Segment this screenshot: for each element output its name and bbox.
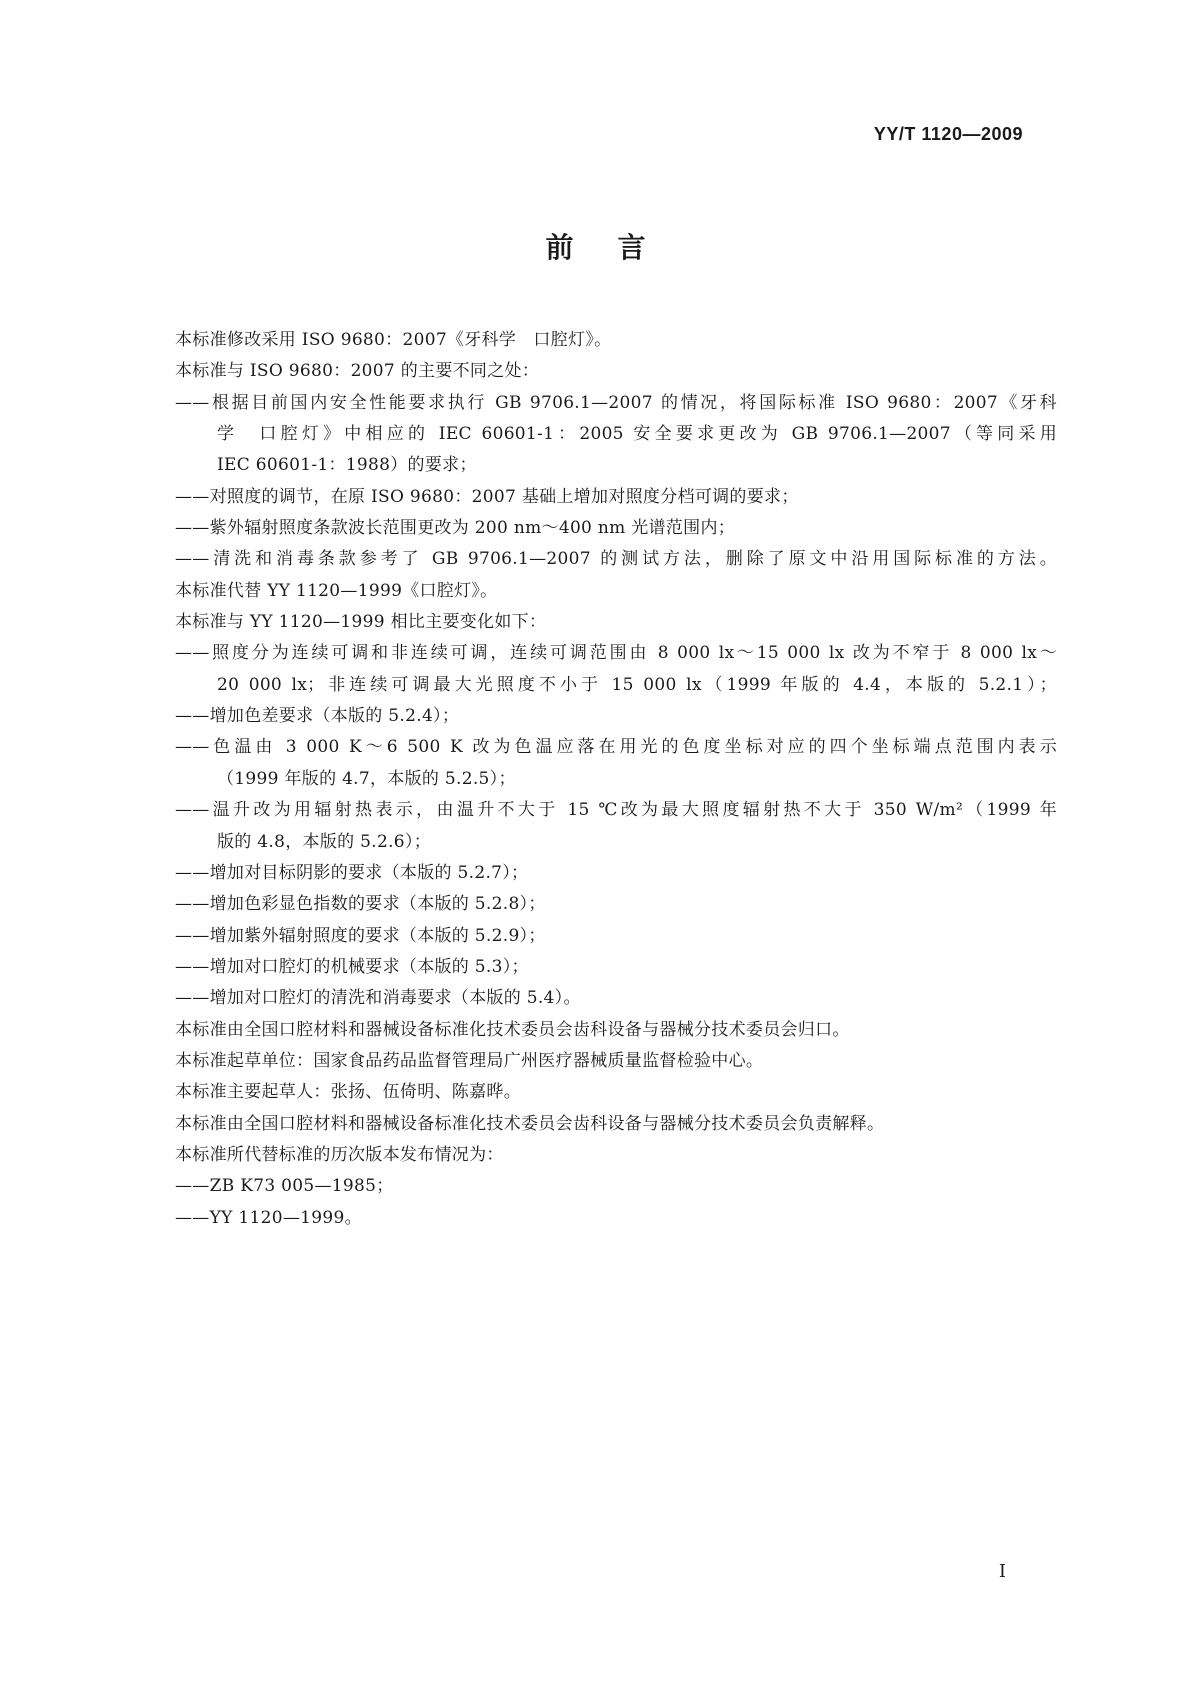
text-line: ——增加紫外辐射照度的要求（本版的 5.2.9）； [175,925,546,946]
text-line: 本标准主要起草人：张扬、伍倚明、陈嘉晔。 [175,1082,521,1103]
text-line: ——增加对口腔灯的清洗和消毒要求（本版的 5.4）。 [175,988,581,1009]
text-line: ——ZB K73 005—1985； [175,1176,394,1197]
foreword-body [175,325,1057,1234]
text-line: 本标准与 ISO 9680：2007 的主要不同之处： [175,361,540,382]
text-line: ——清洗和消毒条款参考了 GB 9706.1—2007 的测试方法，删除了原文中沿用国际标准的方法。 [175,549,1057,570]
text-line: 本标准修改采用 ISO 9680：2007《牙科学 口腔灯》。 [175,330,612,350]
standard-code: YY/T 1120—2009 [873,124,1023,144]
text-line: IEC 60601-1：1988）的要求； [217,455,477,476]
text-line: 本标准与 YY 1120—1999 相比主要变化如下： [175,612,547,633]
text-line: ——照度分为连续可调和非连续可调，连续可调范围由 8 000 lx～15 000 lx 改为不窄于 8 000 lx～ [175,643,1057,664]
text-line: ——增加对口腔灯的机械要求（本版的 5.3）； [175,956,529,977]
text-line: 本标准所代替标准的历次版本发布情况为： [175,1144,504,1165]
text-line: ——增加色彩显色指数的要求（本版的 5.2.8）； [175,894,546,915]
page-number: I [998,1561,1006,1582]
text-line: 本标准起草单位：国家食品药品监督管理局广州医疗器械质量监督检验中心。 [175,1050,764,1071]
text-line: ——温升改为用辐射热表示，由温升不大于 15 ℃改为最大照度辐射热不大于 350 W/m²（1999 年 [175,800,1057,821]
text-line: ——根据目前国内安全性能要求执行 GB 9706.1—2007 的情况，将国际标准 ISO 9680：2007《牙科 [175,392,1057,413]
text-line: ——紫外辐射照度条款波长范围更改为 200 nm～400 nm 光谱范围内； [175,518,736,539]
text-line: （1999 年版的 4.7，本版的 5.2.5）； [217,768,516,789]
page-title: 前言 [545,231,690,264]
text-line: 本标准由全国口腔材料和器械设备标准化技术委员会齿科设备与器械分技术委员会归口。 [175,1019,850,1040]
text-line: ——YY 1120—1999。 [175,1207,362,1228]
text-line: ——增加色差要求（本版的 5.2.4）； [175,706,460,727]
text-line: ——对照度的调节，在原 ISO 9680：2007 基础上增加对照度分档可调的要求； [175,486,799,507]
text-line: 版的 4.8，本版的 5.2.6）； [217,831,431,852]
text-line: 学 口腔灯》中相应的 IEC 60601-1：2005 安全要求更改为 GB 9706.1—2007（等同采用 [217,424,1057,445]
text-line: 本标准由全国口腔材料和器械设备标准化技术委员会齿科设备与器械分技术委员会负责解释。 [175,1113,885,1134]
text-line: ——增加对目标阴影的要求（本版的 5.2.7）； [175,862,529,883]
text-line: ——色温由 3 000 K～6 500 K 改为色温应落在用光的色度坐标对应的四个坐标端点范围内表示 [175,737,1057,758]
text-line: 20 000 lx；非连续可调最大光照度不小于 15 000 lx（1999 年版的 4.4，本版的 5.2.1）； [217,674,1057,695]
text-line: 本标准代替 YY 1120—1999《口腔灯》。 [175,580,498,601]
